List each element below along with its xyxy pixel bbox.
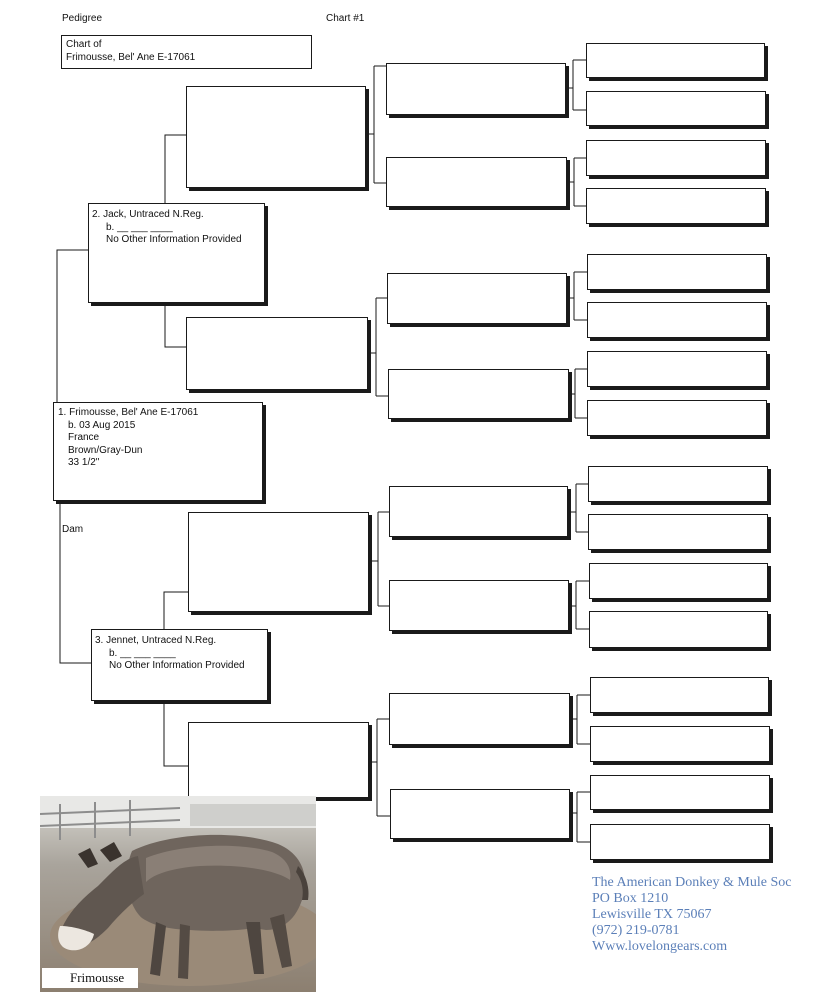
subject-birthplace: France — [68, 432, 100, 443]
great-grandparent-box — [386, 157, 567, 207]
maternal-grandsire-box — [188, 512, 369, 612]
dam-note: No Other Information Provided — [109, 660, 245, 671]
gg-grandparent-box — [589, 611, 768, 648]
gg-grandparent-box — [590, 775, 770, 810]
dam-birth-date: b. __ ___ ____ — [109, 647, 176, 659]
gg-grandparent-box — [590, 726, 770, 762]
gg-grandparent-box — [586, 188, 766, 224]
dam-name: 3. Jennet, Untraced N.Reg. — [95, 635, 217, 646]
chart-of-box — [61, 35, 312, 69]
chart-of-label: Chart of — [66, 39, 102, 50]
donkey-illustration — [40, 796, 316, 992]
gg-grandparent-box — [590, 677, 769, 713]
great-grandparent-box — [390, 789, 570, 839]
donkey-photo — [40, 796, 316, 992]
paternal-grandsire-box — [186, 86, 366, 188]
sire-name: 2. Jack, Untraced N.Reg. — [92, 209, 204, 220]
great-grandparent-box — [387, 273, 567, 324]
great-grandparent-box — [386, 63, 566, 115]
pedigree-header: Pedigree — [62, 13, 103, 24]
gg-grandparent-box — [587, 254, 767, 290]
society-contact-block — [592, 875, 791, 955]
gg-grandparent-box — [586, 43, 765, 78]
gg-grandparent-box — [587, 400, 767, 436]
gg-grandparent-box — [588, 514, 768, 550]
sire-birth-date: b. __ ___ ____ — [106, 221, 173, 233]
chart-number: Chart #1 — [326, 13, 365, 24]
gg-grandparent-box — [587, 302, 767, 338]
subject-height: 33 1/2" — [68, 457, 100, 468]
gg-grandparent-box — [587, 351, 767, 387]
great-grandparent-box — [388, 369, 569, 419]
gg-grandparent-box — [590, 824, 770, 860]
dam-box — [91, 629, 268, 701]
society-city: Lewisville TX 75067 — [592, 907, 712, 922]
subject-box — [53, 402, 263, 501]
society-name: The American Donkey & Mule Soc — [592, 875, 792, 890]
sire-note: No Other Information Provided — [106, 234, 242, 245]
maternal-granddam-box — [188, 722, 369, 798]
gg-grandparent-box — [586, 91, 766, 126]
photo-caption: Frimousse — [42, 968, 138, 988]
society-website: Www.lovelongears.com — [592, 939, 728, 954]
chart-of-subject: Frimousse, Bel' Ane E-17061 — [66, 51, 196, 63]
gg-grandparent-box — [588, 466, 768, 502]
gg-grandparent-box — [589, 563, 768, 599]
society-po-box: PO Box 1210 — [592, 891, 669, 906]
paternal-granddam-box — [186, 317, 368, 390]
society-phone: (972) 219-0781 — [592, 923, 680, 938]
dam-label: Dam — [62, 524, 84, 535]
subject-name: 1. Frimousse, Bel' Ane E-17061 — [58, 407, 199, 418]
great-grandparent-box — [389, 693, 570, 745]
subject-color: Brown/Gray-Dun — [68, 444, 143, 456]
gg-grandparent-box — [586, 140, 766, 176]
sire-box — [88, 203, 265, 303]
great-grandparent-box — [389, 486, 568, 537]
subject-birth-date: b. 03 Aug 2015 — [68, 419, 136, 431]
great-grandparent-box — [389, 580, 569, 631]
